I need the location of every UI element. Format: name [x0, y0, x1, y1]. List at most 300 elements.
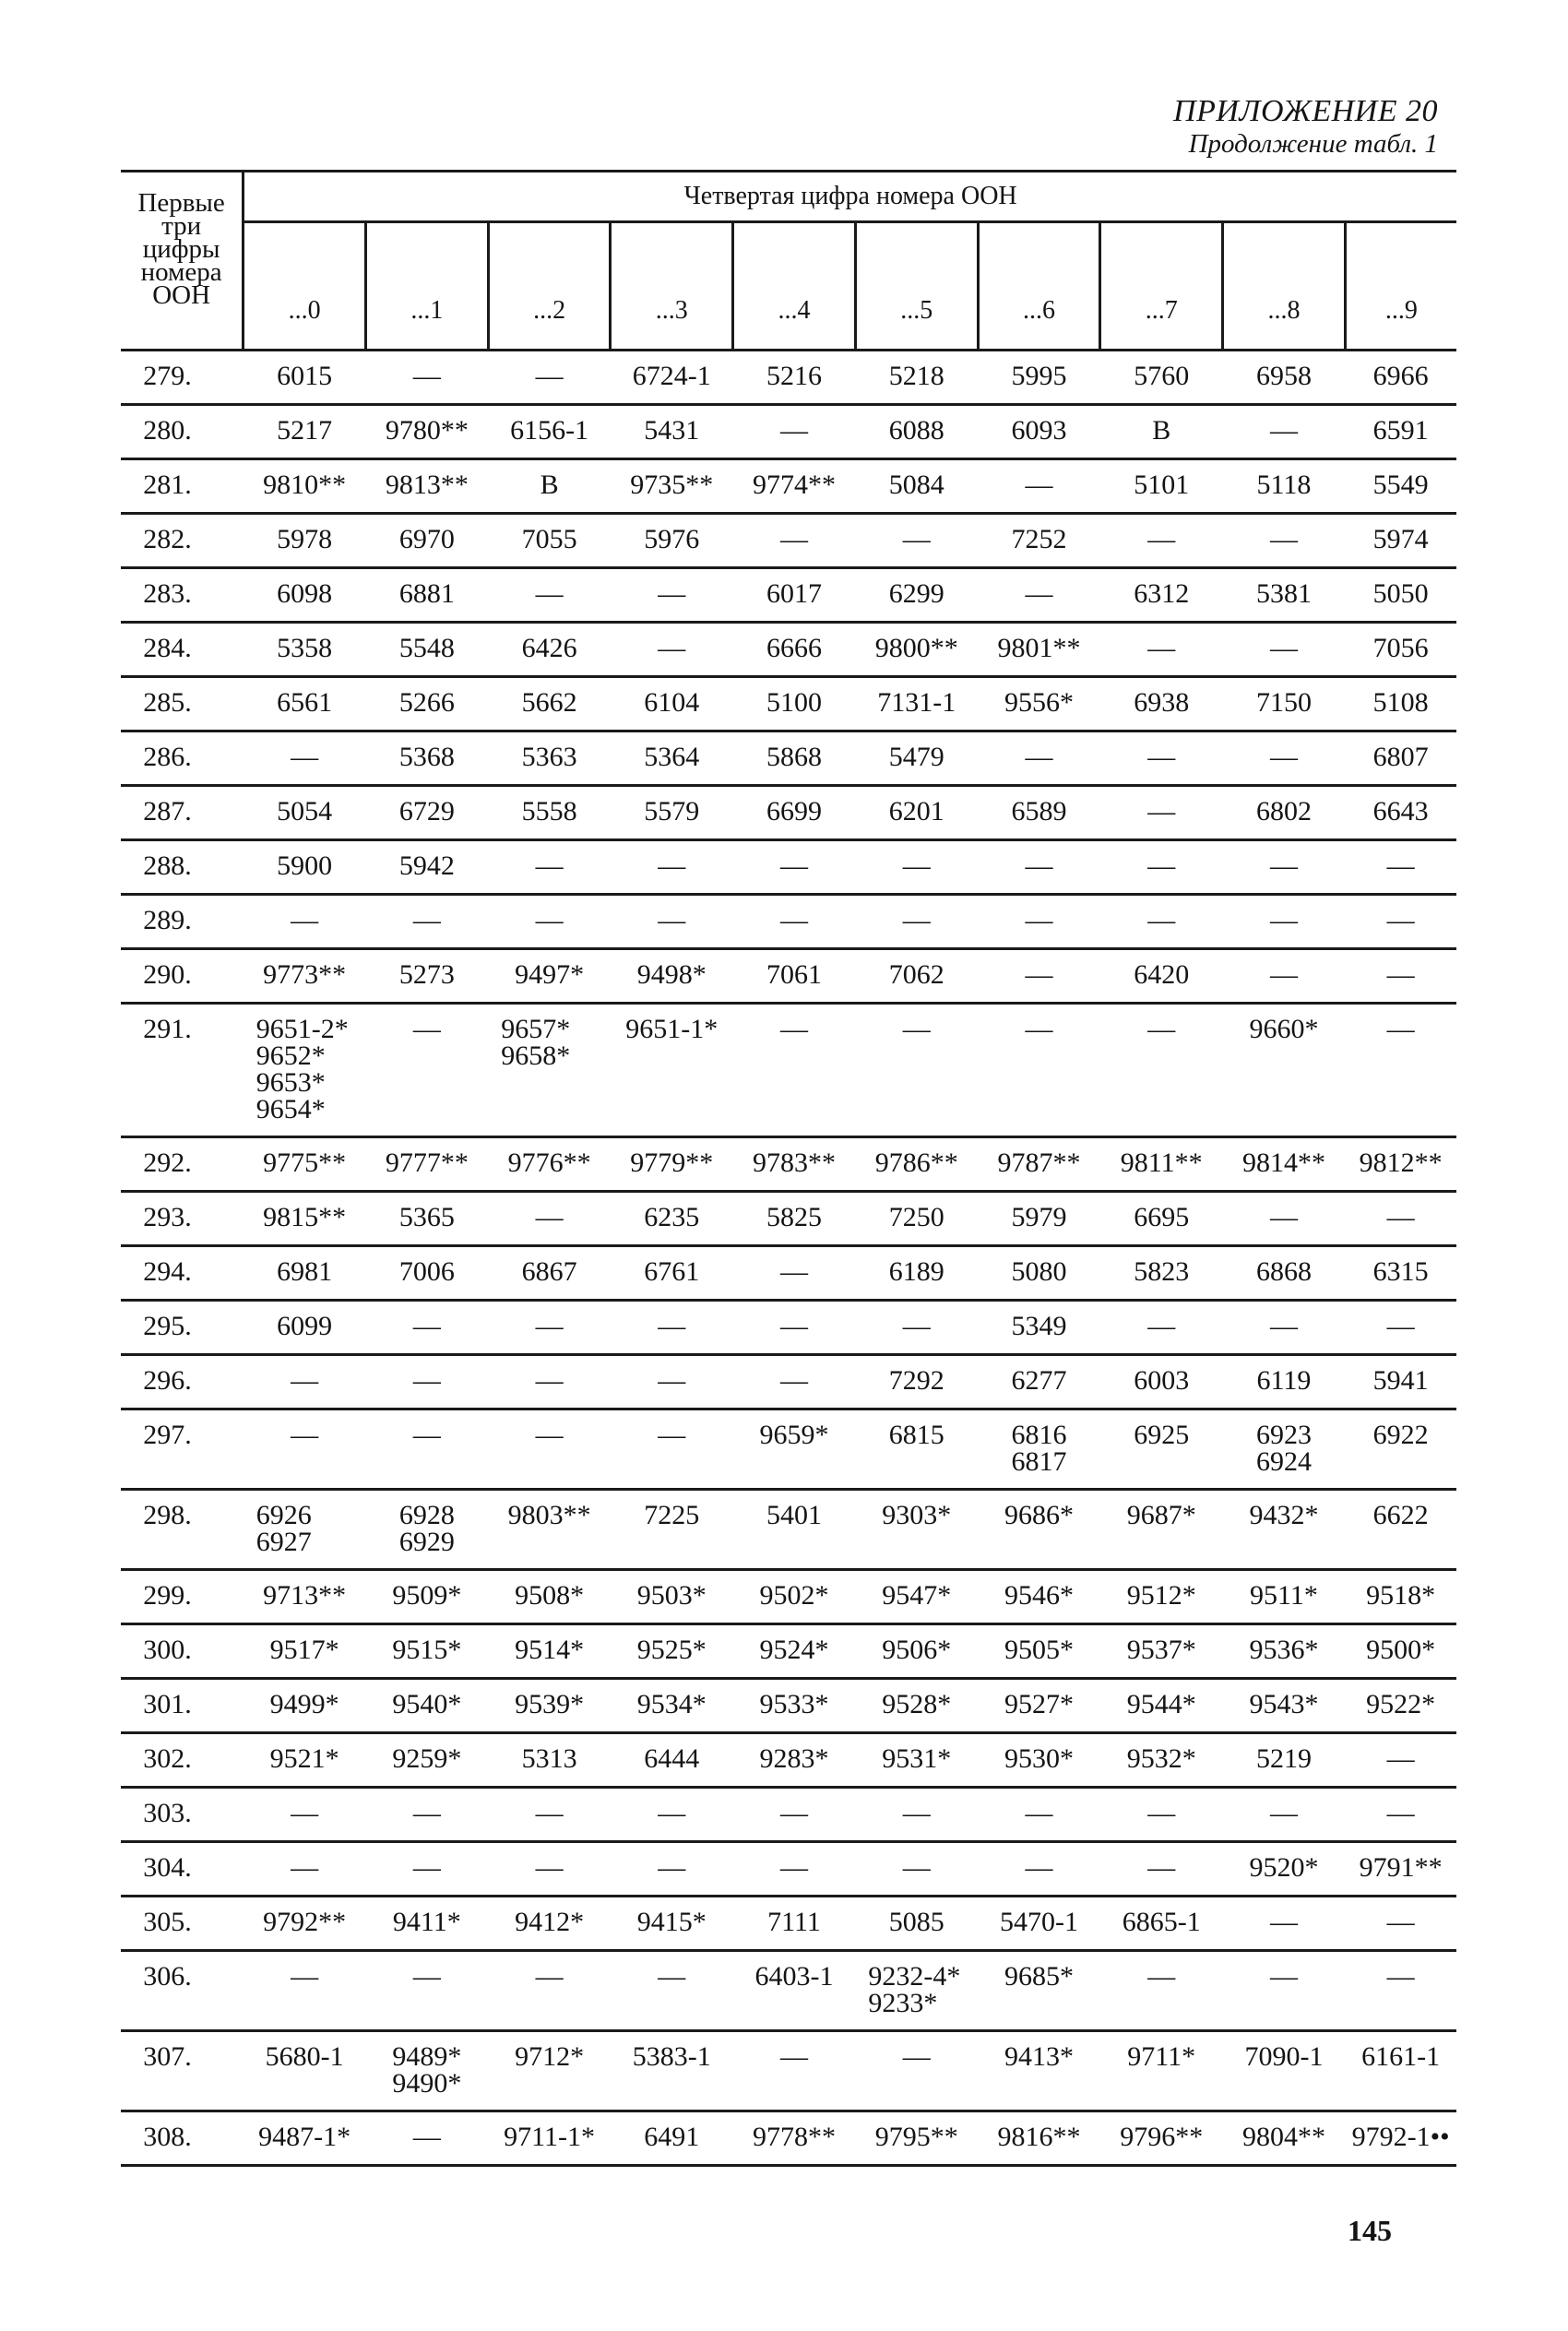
- cell-line: —: [535, 1365, 564, 1396]
- cell-line: —: [1386, 1961, 1415, 1992]
- table-cell: [1345, 1951, 1456, 2031]
- cell-line: 9528*: [882, 1689, 952, 1719]
- table-cell: [1345, 1004, 1456, 1137]
- table-cell: [978, 2111, 1100, 2166]
- table-cell: [611, 731, 733, 786]
- cell-line: —: [902, 1798, 931, 1828]
- table-cell: [488, 351, 611, 405]
- page-number: 145: [1348, 2214, 1392, 2247]
- cell-line: 5085: [888, 1907, 944, 1937]
- row-label: 279.: [121, 351, 244, 405]
- table-cell: [611, 1679, 733, 1733]
- table-cell: [978, 895, 1100, 949]
- table-cell: [611, 1733, 733, 1788]
- table-cell: [978, 1733, 1100, 1788]
- cell-line: 6817: [1011, 1446, 1067, 1477]
- cell-line: 9536*: [1249, 1635, 1319, 1665]
- cell-line: 7055: [521, 524, 577, 554]
- table-cell: [1345, 1409, 1456, 1490]
- cell-line: 9499*: [269, 1689, 339, 1719]
- appendix-title: ПРИЛОЖЕНИЕ 20: [1173, 94, 1438, 128]
- table-cell: [733, 1355, 856, 1409]
- table-cell: [611, 1842, 733, 1897]
- cell-line: 9652*: [255, 1041, 326, 1071]
- row-label: 290.: [121, 949, 244, 1004]
- table-cell: [733, 895, 856, 949]
- table-cell: [244, 1004, 366, 1137]
- cell-line: 9498*: [636, 959, 707, 990]
- cell-line: 6104: [644, 687, 700, 718]
- table-cell: [244, 840, 366, 895]
- table-cell: [244, 1246, 366, 1301]
- table-cell: [244, 2111, 366, 2166]
- table-cell: [855, 1733, 978, 1788]
- cell-line: 5974: [1372, 524, 1429, 554]
- table-cell: [855, 1490, 978, 1570]
- cell-line: 5680-1: [265, 2041, 344, 2072]
- cell-line: —: [658, 905, 686, 935]
- cell-line: 9412*: [515, 1907, 585, 1937]
- table-cell: [365, 514, 488, 568]
- table-cell: [244, 1679, 366, 1733]
- table-cell: [733, 731, 856, 786]
- cell-line: 6699: [766, 796, 823, 827]
- table-cell: [733, 405, 856, 459]
- table-cell: [365, 1301, 488, 1355]
- table-row: [121, 1301, 1456, 1355]
- table-cell: [1100, 1951, 1223, 2031]
- table-cell: [1345, 568, 1456, 623]
- table-cell: [1223, 459, 1346, 514]
- table-cell: [855, 1624, 978, 1679]
- cell-line: 9779**: [630, 1148, 714, 1178]
- cell-line: 6093: [1011, 415, 1067, 446]
- table-row: [121, 351, 1456, 405]
- table-cell: [365, 405, 488, 459]
- table-row: [121, 1004, 1456, 1137]
- table-cell: [1345, 949, 1456, 1004]
- cell-line: 9527*: [1004, 1689, 1074, 1719]
- row-label: 292.: [121, 1137, 244, 1192]
- cell-line: —: [412, 905, 441, 935]
- cell-line: —: [535, 1202, 564, 1232]
- cell-line: 9303*: [882, 1500, 952, 1530]
- table-cell: [611, 2031, 733, 2111]
- cell-line: 9713**: [263, 1580, 347, 1611]
- table-cell: [855, 351, 978, 405]
- cell-line: —: [658, 633, 686, 663]
- cell-line: 6277: [1011, 1365, 1067, 1396]
- cell-line: 5662: [521, 687, 577, 718]
- table-cell: [1100, 1301, 1223, 1355]
- cell-line: —: [780, 1014, 809, 1044]
- table-cell: [365, 677, 488, 731]
- cell-line: 9518*: [1366, 1580, 1436, 1611]
- cell-line: 7150: [1255, 687, 1312, 718]
- table-row: [121, 1624, 1456, 1679]
- cell-line: 5942: [398, 850, 455, 881]
- cell-line: 9489*: [392, 2041, 462, 2072]
- cell-line: —: [902, 2041, 931, 2072]
- digit-header: ...3: [611, 222, 733, 351]
- cell-line: —: [412, 1961, 441, 1992]
- cell-line: 5358: [277, 633, 333, 663]
- table-cell: [1345, 1137, 1456, 1192]
- cell-line: —: [291, 1798, 319, 1828]
- cell-line: —: [780, 1256, 809, 1287]
- table-cell: [365, 1246, 488, 1301]
- table-row: [121, 1137, 1456, 1192]
- cell-line: 7252: [1011, 524, 1067, 554]
- cell-line: 6923: [1255, 1420, 1312, 1450]
- cell-line: 9497*: [515, 959, 585, 990]
- table-cell: [1223, 1951, 1346, 2031]
- table-cell: [978, 1301, 1100, 1355]
- table-cell: [855, 1842, 978, 1897]
- table-cell: [244, 459, 366, 514]
- table-row: [121, 895, 1456, 949]
- table-row: [121, 1246, 1456, 1301]
- cell-line: —: [658, 1365, 686, 1396]
- table-cell: [1223, 1679, 1346, 1733]
- table-cell: [1345, 840, 1456, 895]
- cell-line: —: [1269, 1907, 1298, 1937]
- cell-line: —: [1025, 959, 1053, 990]
- cell-line: 9512*: [1126, 1580, 1196, 1611]
- table-cell: [1100, 351, 1223, 405]
- table-cell: [244, 1355, 366, 1409]
- cell-line: —: [780, 415, 809, 446]
- cell-line: 6017: [766, 578, 823, 609]
- table-row: [121, 2031, 1456, 2111]
- table-cell: [365, 1409, 488, 1490]
- cell-line: —: [902, 1852, 931, 1883]
- cell-line: 9522*: [1366, 1689, 1436, 1719]
- table-cell: [1345, 895, 1456, 949]
- table-cell: [488, 459, 611, 514]
- cell-line: —: [1147, 742, 1176, 772]
- cell-line: 6928: [398, 1500, 455, 1530]
- cell-line: 9411*: [392, 1907, 461, 1937]
- cell-line: —: [1269, 905, 1298, 935]
- table-cell: [611, 1301, 733, 1355]
- table-cell: [488, 1570, 611, 1624]
- cell-line: —: [902, 905, 931, 935]
- table-cell: [244, 514, 366, 568]
- table-cell: [733, 568, 856, 623]
- table-cell: [611, 1246, 733, 1301]
- cell-line: —: [1269, 1311, 1298, 1341]
- table-cell: [855, 568, 978, 623]
- table-cell: [365, 1137, 488, 1192]
- table-cell: [365, 731, 488, 786]
- table-cell: [611, 459, 733, 514]
- cell-line: —: [902, 1311, 931, 1341]
- table-cell: [365, 568, 488, 623]
- table-cell: [365, 1570, 488, 1624]
- table-cell: [488, 949, 611, 1004]
- table-cell: [1223, 1355, 1346, 1409]
- cell-line: 6929: [398, 1527, 455, 1557]
- cell-line: 5976: [644, 524, 700, 554]
- cell-line: 5868: [766, 742, 823, 772]
- cell-line: 7061: [766, 959, 823, 990]
- row-header-word: номера: [140, 257, 222, 287]
- table-cell: [611, 1951, 733, 2031]
- table-cell: [733, 2031, 856, 2111]
- cell-line: 5558: [521, 796, 577, 827]
- table-cell: [611, 2111, 733, 2166]
- cell-line: 7131-1: [877, 687, 956, 718]
- cell-line: 9787**: [997, 1148, 1081, 1178]
- table-cell: [1100, 731, 1223, 786]
- cell-line: 5219: [1255, 1743, 1312, 1774]
- table-cell: [244, 568, 366, 623]
- cell-line: 9533*: [759, 1689, 829, 1719]
- table-cell: [1223, 2111, 1346, 2166]
- cell-line: B: [540, 470, 559, 500]
- cell-line: 9735**: [630, 470, 714, 500]
- cell-line: 9783**: [753, 1148, 837, 1178]
- cell-line: 6865-1: [1122, 1907, 1201, 1937]
- cell-line: —: [535, 1961, 564, 1992]
- table-cell: [1223, 1004, 1346, 1137]
- table-cell: [365, 459, 488, 514]
- table-cell: [733, 786, 856, 840]
- table-cell: [733, 1733, 856, 1788]
- cell-line: 9711-1*: [504, 2122, 596, 2152]
- table-cell: [1223, 1409, 1346, 1490]
- cell-line: 9804**: [1241, 2122, 1325, 2152]
- cell-line: 9773**: [263, 959, 347, 990]
- table-cell: [1223, 2031, 1346, 2111]
- table-cell: [488, 2111, 611, 2166]
- table-cell: [1223, 1246, 1346, 1301]
- row-label: 308.: [121, 2111, 244, 2166]
- row-label: 307.: [121, 2031, 244, 2111]
- table-cell: [733, 1246, 856, 1301]
- table-cell: [855, 623, 978, 677]
- cell-line: 9521*: [269, 1743, 339, 1774]
- cell-line: —: [780, 524, 809, 554]
- table-cell: [244, 1192, 366, 1246]
- table-cell: [978, 1192, 1100, 1246]
- table-cell: [855, 1246, 978, 1301]
- cell-line: 9509*: [392, 1580, 462, 1611]
- cell-line: 5979: [1011, 1202, 1067, 1232]
- table-cell: [1345, 2111, 1456, 2166]
- table-cell: [855, 731, 978, 786]
- row-label: 293.: [121, 1192, 244, 1246]
- cell-line: 6189: [888, 1256, 944, 1287]
- table-cell: [855, 1301, 978, 1355]
- cell-line: —: [1025, 742, 1053, 772]
- table-cell: [733, 949, 856, 1004]
- cell-line: 9503*: [636, 1580, 707, 1611]
- table-cell: [1223, 1301, 1346, 1355]
- table-cell: [244, 731, 366, 786]
- cell-line: 9813**: [385, 470, 469, 500]
- table-cell: [733, 1490, 856, 1570]
- cell-line: —: [1147, 1311, 1176, 1341]
- row-header-word: ООН: [152, 280, 211, 310]
- cell-line: —: [412, 361, 441, 391]
- cell-line: —: [1025, 1798, 1053, 1828]
- table-cell: [244, 786, 366, 840]
- cell-line: 6088: [888, 415, 944, 446]
- cell-line: 9791**: [1359, 1852, 1443, 1883]
- cell-line: 6922: [1372, 1420, 1429, 1450]
- table-cell: [1100, 895, 1223, 949]
- table-row: [121, 1192, 1456, 1246]
- cell-line: 9413*: [1004, 2041, 1074, 2072]
- row-label: 291.: [121, 1004, 244, 1137]
- table-row: [121, 840, 1456, 895]
- cell-line: —: [1025, 850, 1053, 881]
- table-cell: [611, 623, 733, 677]
- cell-line: —: [1147, 524, 1176, 554]
- cell-line: 5823: [1134, 1256, 1190, 1287]
- table-cell: [1345, 1788, 1456, 1842]
- table-cell: [855, 1137, 978, 1192]
- cell-line: 7111: [767, 1907, 821, 1937]
- cell-line: 6156-1: [510, 415, 589, 446]
- cell-line: 5579: [644, 796, 700, 827]
- row-label: 282.: [121, 514, 244, 568]
- cell-line: —: [1269, 959, 1298, 990]
- cell-line: 9815**: [263, 1202, 347, 1232]
- cell-line: 6666: [766, 633, 823, 663]
- table-cell: [1223, 568, 1346, 623]
- digit-header: ...9: [1345, 222, 1456, 351]
- cell-line: 5470-1: [1000, 1907, 1078, 1937]
- table-cell: [244, 677, 366, 731]
- table-cell: [855, 1570, 978, 1624]
- row-label: 306.: [121, 1951, 244, 2031]
- table-cell: [488, 1409, 611, 1490]
- cell-line: 6444: [644, 1743, 700, 1774]
- table-cell: [1345, 1246, 1456, 1301]
- table-cell: [488, 568, 611, 623]
- row-label: 299.: [121, 1570, 244, 1624]
- cell-line: 5273: [398, 959, 455, 990]
- cell-line: 9803**: [507, 1500, 591, 1530]
- cell-line: —: [658, 850, 686, 881]
- table-cell: [611, 1004, 733, 1137]
- cell-line: —: [780, 905, 809, 935]
- table-cell: [611, 1192, 733, 1246]
- table-cell: [611, 895, 733, 949]
- table-cell: [978, 1246, 1100, 1301]
- cell-line: —: [1386, 1798, 1415, 1828]
- table-cell: [1100, 1409, 1223, 1490]
- table-cell: [733, 1301, 856, 1355]
- table-cell: [365, 351, 488, 405]
- cell-line: 6802: [1255, 796, 1312, 827]
- table-cell: [855, 1355, 978, 1409]
- cell-line: —: [780, 2041, 809, 2072]
- cell-line: 5368: [398, 742, 455, 772]
- cell-line: —: [1269, 1961, 1298, 1992]
- cell-line: 5118: [1256, 470, 1312, 500]
- cell-line: 6426: [521, 633, 577, 663]
- table-cell: [733, 840, 856, 895]
- cell-line: —: [1025, 1852, 1053, 1883]
- cell-line: 6729: [398, 796, 455, 827]
- digit-header: ...6: [978, 222, 1100, 351]
- table-cell: [1100, 786, 1223, 840]
- cell-line: —: [1386, 1743, 1415, 1774]
- cell-line: 5349: [1011, 1311, 1067, 1341]
- cell-line: —: [1025, 578, 1053, 609]
- cell-line: 6561: [277, 687, 333, 718]
- cell-line: 7225: [644, 1500, 700, 1530]
- table-cell: [488, 1490, 611, 1570]
- cell-line: —: [535, 850, 564, 881]
- un-number-table: [121, 170, 1456, 2167]
- cell-line: 9651-2*: [255, 1014, 349, 1044]
- table-cell: [611, 840, 733, 895]
- table-cell: [365, 2031, 488, 2111]
- table-cell: [244, 1842, 366, 1897]
- cell-line: —: [535, 1798, 564, 1828]
- table-cell: [1100, 1624, 1223, 1679]
- table-cell: [488, 514, 611, 568]
- row-header-word: три: [161, 211, 202, 241]
- cell-line: 9712*: [515, 2041, 585, 2072]
- table-cell: [978, 677, 1100, 731]
- cell-line: —: [1386, 850, 1415, 881]
- cell-line: 9543*: [1249, 1689, 1319, 1719]
- table-cell: [365, 1733, 488, 1788]
- table-cell: [978, 786, 1100, 840]
- cell-line: —: [1386, 1311, 1415, 1341]
- cell-line: 9506*: [882, 1635, 952, 1665]
- cell-line: —: [535, 361, 564, 391]
- table-cell: [733, 351, 856, 405]
- digit-header: ...5: [855, 222, 978, 351]
- table-cell: [1100, 949, 1223, 1004]
- table-cell: [733, 623, 856, 677]
- table-cell: [1345, 1897, 1456, 1951]
- cell-line: 5364: [644, 742, 700, 772]
- cell-line: —: [1147, 1852, 1176, 1883]
- table-cell: [1345, 405, 1456, 459]
- cell-line: 9283*: [759, 1743, 829, 1774]
- row-label: 298.: [121, 1490, 244, 1570]
- table-cell: [733, 1842, 856, 1897]
- table-cell: [978, 1137, 1100, 1192]
- row-label: 287.: [121, 786, 244, 840]
- table-cell: [611, 1897, 733, 1951]
- table-cell: [1345, 2031, 1456, 2111]
- cell-line: 6315: [1372, 1256, 1429, 1287]
- table-cell: [733, 1137, 856, 1192]
- cell-line: —: [1269, 742, 1298, 772]
- cell-line: 5101: [1134, 470, 1190, 500]
- cell-line: 6761: [644, 1256, 700, 1287]
- cell-line: 6589: [1011, 796, 1067, 827]
- table-cell: [855, 1788, 978, 1842]
- table-cell: [978, 1951, 1100, 2031]
- table-cell: [611, 786, 733, 840]
- table-cell: [244, 1490, 366, 1570]
- table-cell: [855, 514, 978, 568]
- cell-line: 5084: [888, 470, 944, 500]
- cell-line: —: [412, 1365, 441, 1396]
- table-cell: [978, 1624, 1100, 1679]
- digit-header: ...8: [1223, 222, 1346, 351]
